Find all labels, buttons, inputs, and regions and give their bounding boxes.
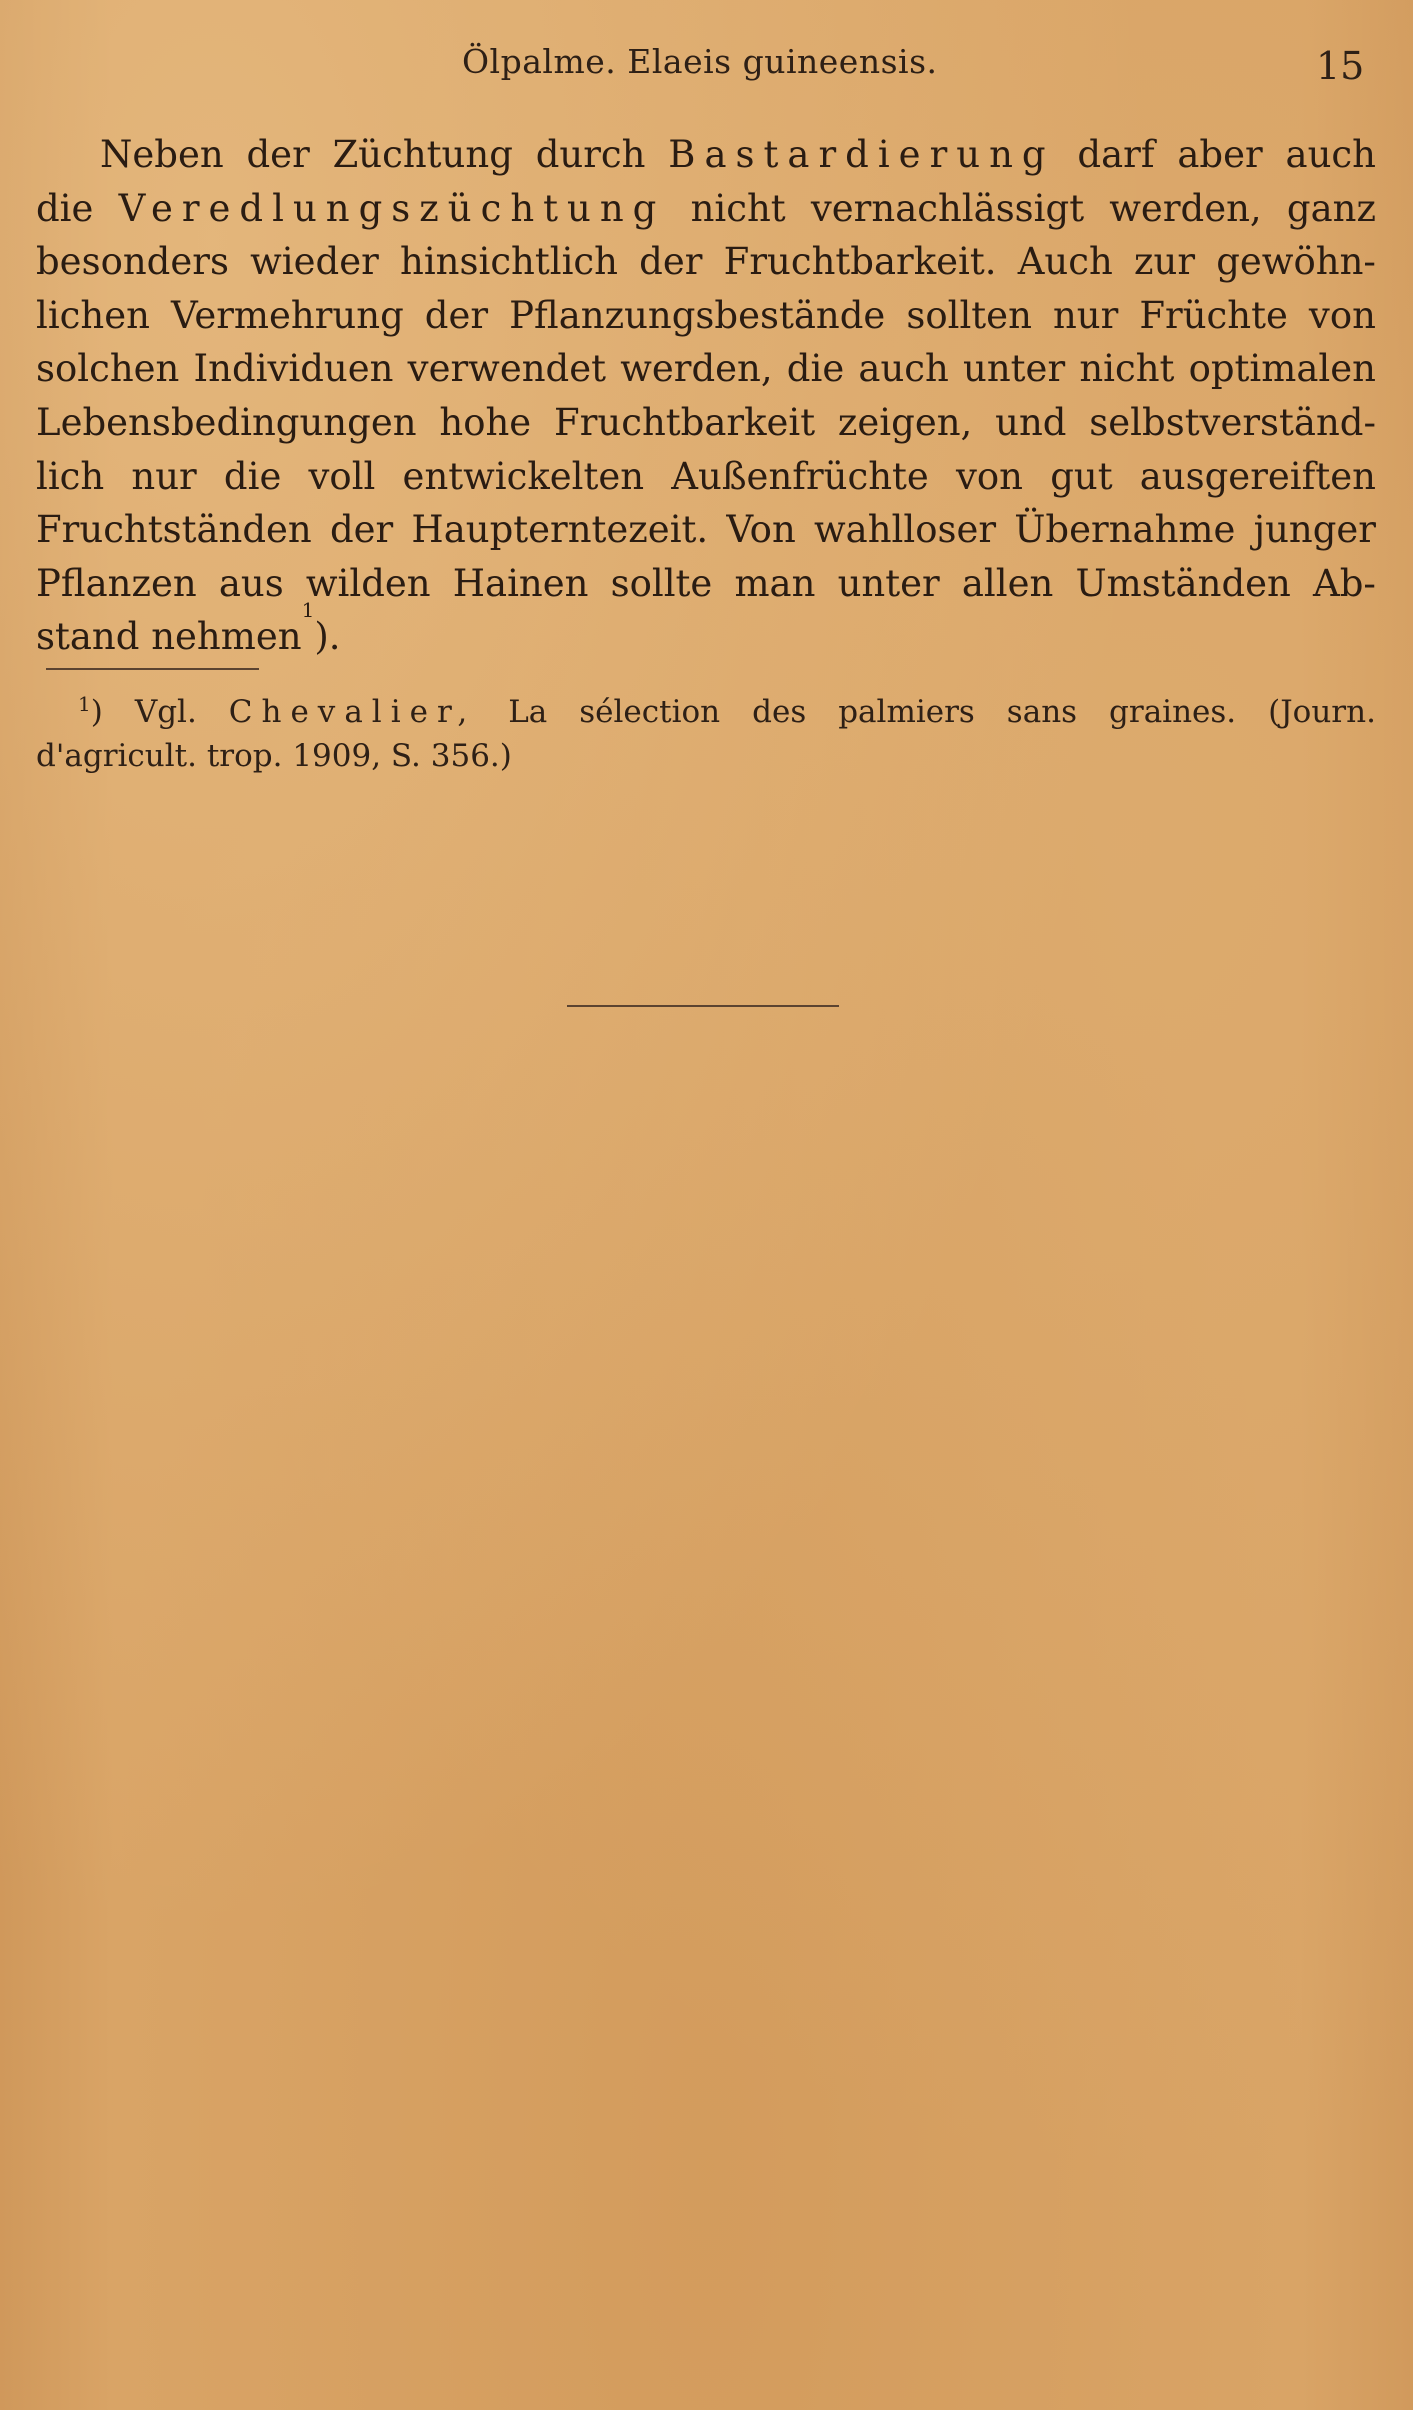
word: Fruchtbarkeit.	[723, 240, 997, 284]
word: besonders	[36, 240, 229, 284]
emphasized-term: Veredlungszüchtung	[118, 186, 666, 230]
word: der	[424, 293, 489, 337]
word: nehmen	[151, 615, 302, 659]
word: ausgereiften	[1139, 454, 1376, 498]
text-line	[36, 289, 1376, 343]
word: nicht	[690, 186, 786, 230]
word: von	[1308, 293, 1376, 337]
word: ganz	[1286, 186, 1376, 230]
word: wilden	[305, 561, 431, 605]
word: Fruchtständen	[36, 508, 312, 552]
word: unter	[963, 347, 1066, 391]
word: Außenfrüchte	[671, 454, 929, 498]
word: die	[223, 454, 282, 498]
word: nur	[1052, 293, 1119, 337]
emphasized-term: Bastardierung	[668, 133, 1055, 176]
word: Züchtung	[332, 133, 513, 176]
word: gewöhn-	[1216, 240, 1376, 284]
word: der	[639, 240, 703, 284]
word: Vgl.	[134, 694, 197, 730]
word: zeigen,	[837, 400, 973, 444]
word: und	[995, 400, 1067, 444]
word: La	[508, 694, 548, 730]
word: von	[956, 454, 1024, 498]
word: Pflanzungsbestände	[509, 293, 886, 337]
running-title: Ölpalme. Elaeis guineensis.	[462, 42, 938, 81]
word: junger	[1253, 508, 1376, 552]
word: wieder	[250, 240, 379, 284]
word: darf	[1077, 133, 1155, 176]
word: Fruchtbarkeit	[554, 400, 816, 444]
word: verwendet	[407, 347, 607, 391]
word: der	[329, 508, 394, 552]
word: die	[786, 347, 845, 391]
text-line	[36, 557, 1376, 611]
word: werden,	[1109, 186, 1262, 230]
word: Lebensbedingungen	[36, 400, 417, 444]
footnote	[36, 690, 1376, 778]
word: Übernahme	[1014, 508, 1236, 552]
word: Ab-	[1313, 561, 1376, 605]
word: hinsichtlich	[400, 240, 618, 284]
word: Umständen	[1075, 561, 1291, 605]
word: auch	[858, 347, 949, 391]
word: ).	[314, 615, 341, 659]
word: allen	[961, 561, 1054, 605]
word: aber	[1177, 133, 1263, 176]
word: der	[246, 133, 310, 176]
footnote-reference: 1	[301, 598, 315, 623]
word: gut	[1050, 454, 1113, 498]
word: durch	[535, 133, 646, 176]
footnote-marker: 1)	[78, 691, 103, 730]
word: des	[752, 694, 807, 730]
word: solchen	[36, 347, 180, 391]
word: wahlloser	[813, 508, 997, 552]
word: aus	[218, 561, 284, 605]
word: Neben	[100, 133, 224, 176]
author-name: Chevalier,	[228, 694, 477, 730]
footnote-line	[36, 734, 1376, 778]
word: auch	[1285, 133, 1376, 176]
word: sélection	[579, 694, 721, 730]
word: Auch	[1017, 240, 1113, 284]
text-line	[36, 342, 1376, 396]
text-line	[36, 503, 1376, 557]
end-rule	[567, 1005, 839, 1007]
text-line	[36, 396, 1376, 450]
word: Individuen	[193, 347, 394, 391]
word: lich	[36, 454, 105, 498]
text-line	[36, 182, 1376, 236]
word: werden,	[620, 347, 773, 391]
text-line	[36, 128, 1376, 182]
text-line	[36, 235, 1376, 289]
page-number: 15	[1316, 44, 1365, 88]
word: graines.	[1109, 694, 1237, 730]
word: entwickelten	[402, 454, 645, 498]
footnote-divider	[46, 668, 259, 670]
word: voll	[308, 454, 376, 498]
word: sans	[1006, 694, 1078, 730]
word: (Journ.	[1268, 694, 1376, 730]
word: unter	[837, 561, 940, 605]
word: nur	[131, 454, 197, 498]
main-paragraph	[36, 128, 1376, 664]
word: Haupterntezeit.	[411, 508, 709, 552]
word: selbstverständ-	[1089, 400, 1376, 444]
text-line	[36, 598, 1376, 664]
word: hohe	[439, 400, 532, 444]
footnote-line	[36, 690, 1376, 734]
word: nicht	[1079, 347, 1175, 391]
word: sollten	[906, 293, 1032, 337]
word: vernachlässigt	[810, 186, 1085, 230]
text-line	[36, 450, 1376, 504]
word: optimalen	[1188, 347, 1376, 391]
word: Früchte	[1139, 293, 1288, 337]
word: Pflanzen	[36, 561, 197, 605]
word: sollte	[610, 561, 713, 605]
word: zur	[1134, 240, 1196, 284]
word: man	[734, 561, 816, 605]
footnote-text: d'agricult. trop. 1909, S. 356.)	[36, 738, 512, 774]
word: Hainen	[452, 561, 589, 605]
word: die	[36, 186, 94, 230]
word: Von	[726, 508, 796, 552]
word: palmiers	[838, 694, 975, 730]
word: stand	[36, 615, 140, 659]
word: Vermehrung	[171, 293, 404, 337]
word: lichen	[36, 293, 150, 337]
